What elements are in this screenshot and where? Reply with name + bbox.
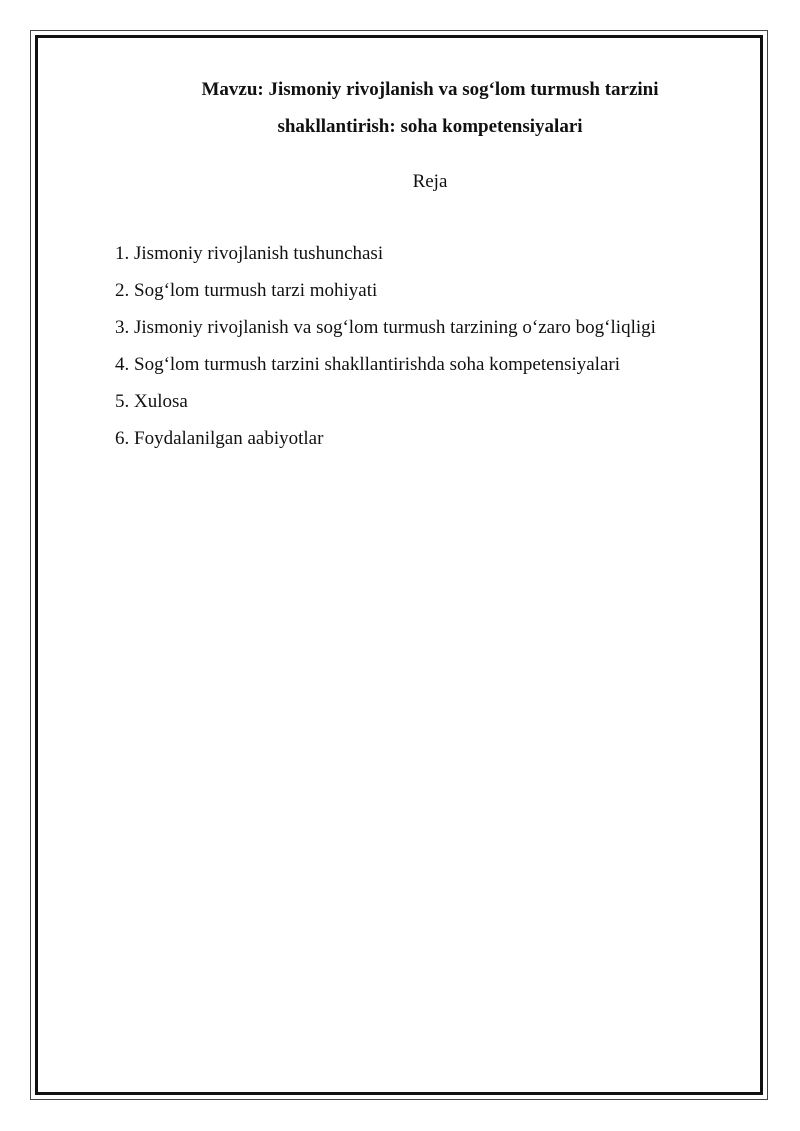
plan-list: [115, 243, 656, 465]
plan-heading: Reja: [412, 171, 448, 192]
title-line-1: Mavzu: Jismoniy rivojlanish va sog‘lom turmush tarzini: [201, 79, 659, 100]
plan-item-5: 5. Xulosa: [115, 391, 188, 412]
title-line-2: shakllantirish: soha kompetensiyalari: [277, 116, 583, 137]
page-border-inner: [35, 35, 763, 1095]
plan-item-4: 4. Sog‘lom turmush tarzini shakllantirishda soha kompetensiyalari: [115, 354, 620, 375]
plan-item-1: 1. Jismoniy rivojlanish tushunchasi: [115, 243, 384, 264]
plan-item-6: 6. Foydalanilgan aabiyotlar: [115, 428, 324, 449]
plan-item-3: 3. Jismoniy rivojlanish va sog‘lom turmush tarzining o‘zaro bog‘liqligi: [115, 317, 656, 338]
plan-item-2: 2. Sog‘lom turmush tarzi mohiyati: [115, 280, 378, 301]
